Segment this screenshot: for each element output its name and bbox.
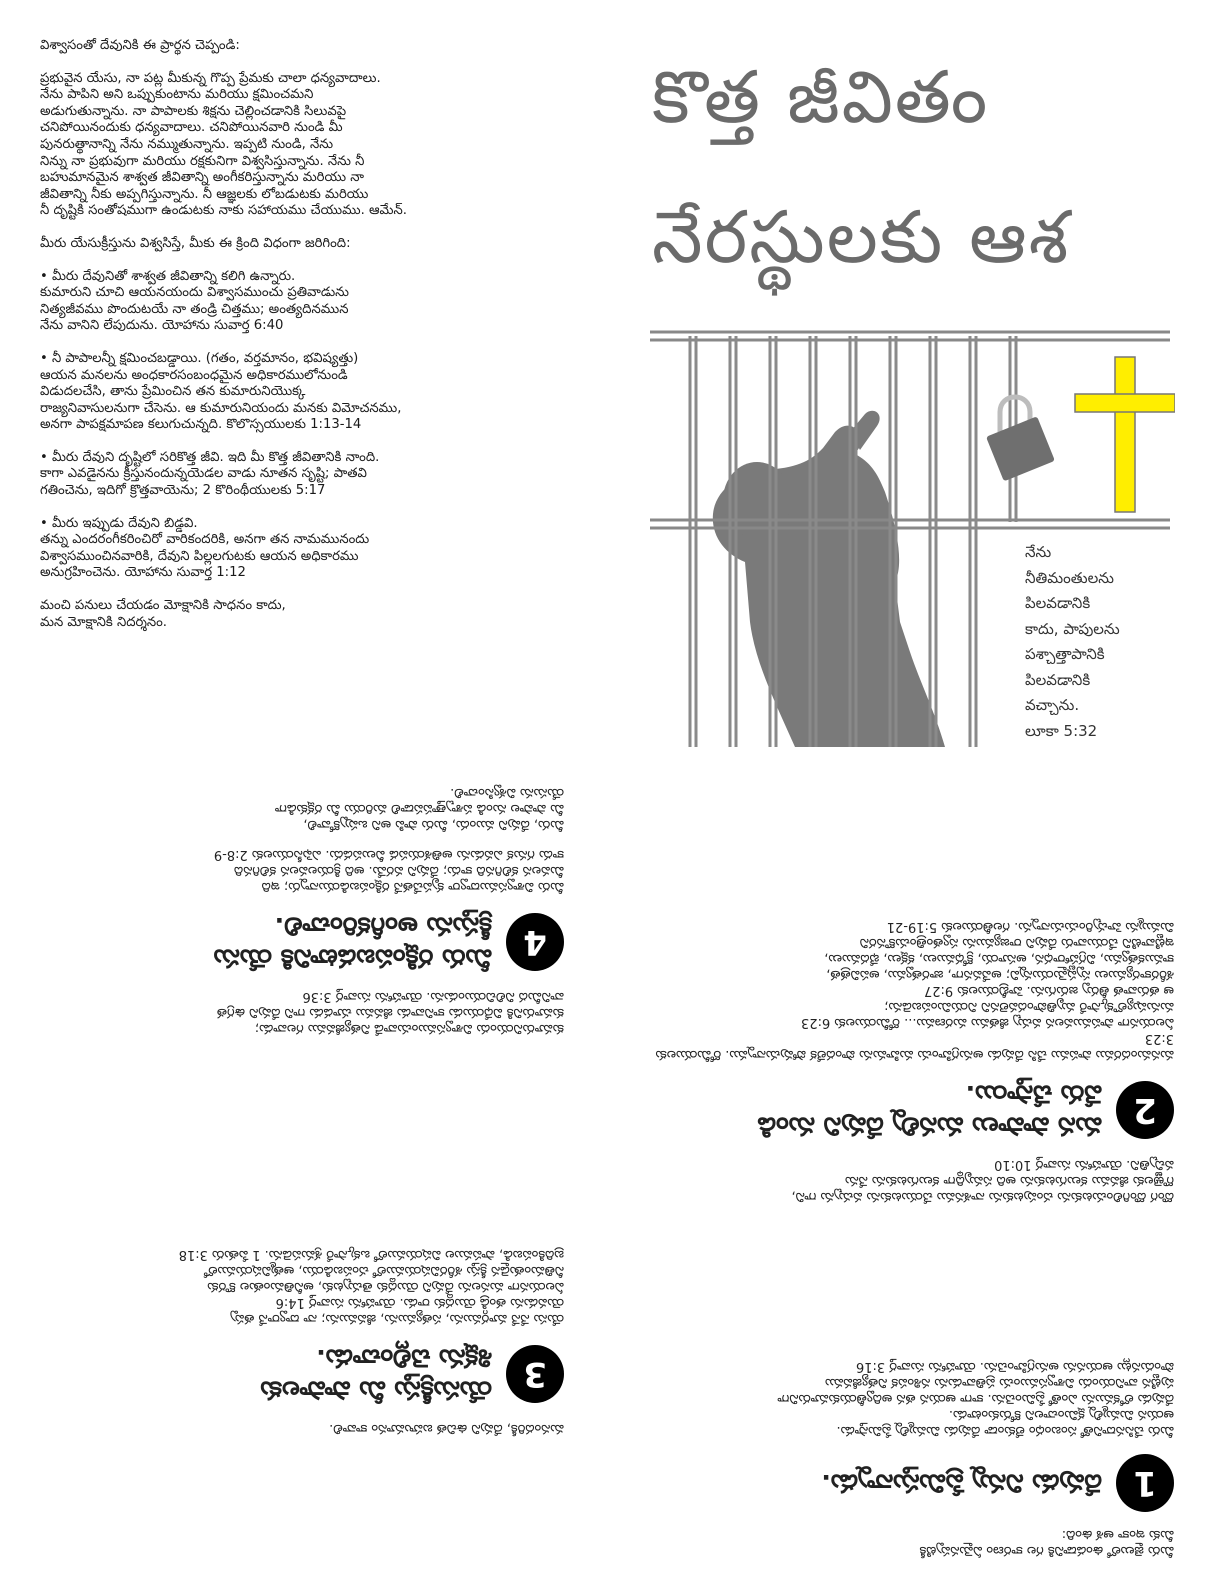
point-new-creation: • మీరు దేవుని దృష్టిలో సరికొత్త జీవి. ఇది మీ కొత్త జీవితానికి నాంది. కాగా ఎవడైనను క్రీస్తునందున్నయెడల వాడు నూతన సృష్టి; పాతవి గతించెను, ఇదిగో క్రొత్తవాయెను; 2 కొరింథీయులకు 5:17 xyxy=(40,449,380,499)
section-accept-christ xyxy=(44,770,564,1036)
section-2-body: మనమందరము పాపము చేసి దేవుడు అనుగ్రహించు మహిమను పొందలేక పోవుచున్నాము. రోమీయులకు 3:23 ఏలయనగా పాపమువలన వచ్చు జీతము మరణము... రోమీయులకు 6:23 మనుష్యులొక్కసారే మృతిపొందవలెనని నియమింపబడెను; ఆ తరువాత తీర్పు జరుగును. హెబ్రీయులకు 9:27 శరీరకార్యములు స్పష్టమైయున్నవి; అవేవనగా, జారత్వము, అపవిత్రత, కాముకత్వము, విగ్రహారాధన, అసూయ, క్రోధములు, కక్షలు, భేదములు, ఇట్టివాటిని చేయువారు దేవుని రాజ్యమును స్వతంత్రించుకొనరని మిమ్మును హెచ్చరించుచున్నాను. గలతీయులకు 5:19-21 xyxy=(655,919,1174,1062)
prayer-text: ప్రభువైన యేసు, నా పట్ల మీకున్న గొప్ప ప్రేమకు చాలా ధన్యవాదాలు. నేను పాపిని అని ఒప్పుకుంటాను మరియు క్షమించమని అడుగుతున్నాను. నా పాపాలకు శిక్షను చెల్లించడానికి సిలువపై చనిపోయినందుకు ధన్యవాదాలు. చనిపోయినవారి నుండి మీ పునరుత్థానాన్ని నేను నమ్ముతున్నాను. ఇప్పటి నుండి, నేను నిన్ను నా ప్రభువుగా మరియు రక్షకునిగా విశ్వసిస్తున్నాను. నేను నీ బహుమానమైన శాశ్వత జీవితాన్ని అంగీకరిస్తున్నాను మరియు నా జీవితాన్ని నీకు అప్పగిస్తున్నాను. నీ ఆజ్ఞలకు లోబడుటకు మరియు నీ దృష్టికి సంతోషముగా ఉండుటకు నాకు సహాయము చేయుము. ఆమేన్. xyxy=(40,70,407,219)
cover-title-line2: నేరస్థులకు ఆశ xyxy=(652,195,1071,279)
section-2-body2: దొంగ దొంగిలించుటకును చంపుటకును నాశనము చేయుటకును వచ్చును గాని, గొఱ్ఱెలకు జీవము కలుగుటకును అది సమృద్ధిగా కలుగుటకును నేను వచ్చితిని. యోహాను సువార్త 10:10 xyxy=(791,1157,1174,1204)
section-jesus-paid xyxy=(44,1232,564,1436)
section-3-intro: మనందరికీ, దేవుని ఉచిత బహుమానం కావాలి. xyxy=(329,1421,564,1436)
section-1-intro: మీరు జైలులో ఉండడానికి గల కారణం ఏమైనప్పటికీ మీకు ఇంకా ఆశ ఉంది: xyxy=(919,1527,1174,1558)
section-god-loves-you xyxy=(654,1344,1174,1558)
section-1-title: దేవుడు నిన్ను ప్రేమిస్తున్నాడు. xyxy=(821,1469,1102,1498)
section-2-number-badge: 2 xyxy=(1116,1081,1174,1139)
point-forgiven: • నీ పాపాలన్నీ క్షమించబడ్డాయి. (గతం, వర్తమానం, భవిష్యత్తు) ఆయన మనలను అంధకారసంబంధమైన అధికారములోనుండి విడుదలచేసి, తాను ప్రేమించిన తన కుమారునియొక్క రాజ్యనివాసులనుగా చేసెను. ఆ కుమారునియందు మనకు విమోచనము, అనగా పాపక్షమాపణ కలుగుచున్నది. కొలొస్సయులకు 1:13-14 xyxy=(40,350,402,433)
section-3-number-badge: 3 xyxy=(506,1345,564,1403)
section-1-number-badge: 1 xyxy=(1116,1454,1174,1512)
section-2-title: మన పాపాలు మనల్ని దేవుని నుండి వేరు చేస్తాయి. xyxy=(757,1080,1102,1141)
section-sin-separates xyxy=(654,904,1174,1204)
point-child-of-god: • మీరు ఇప్పుడు దేవుని బిడ్డవి. తన్ను ఎందరంగీకరించిరో వారికందరికి, అనగా తన నామమునందు విశ్వాసముంచినవారికి, దేవుని పిల్లలగుటకు ఆయన అధికారము అనుగ్రహించెను. యోహాను సువార్త 1:12 xyxy=(40,515,370,581)
prayer-intro: విశ్వాసంతో దేవునికి ఈ ప్రార్థన చెప్పండి: xyxy=(40,38,240,53)
section-4-closing: మీరు, దేవుని ముందు, మీరు పాపి అని ఒప్పుకోవాలి, మీ పాపాల నుండి పశ్చాత్తాపపడాలి మరియు మీ రక్షకుడిగా యేసును విశ్వసించాలి. xyxy=(274,785,564,832)
prisoner-silhouette-icon xyxy=(713,411,945,747)
section-4-number-badge: 4 xyxy=(506,913,564,971)
cover-title-line1: కొత్త జీవితం xyxy=(652,55,990,139)
bottom-sheet-rotated xyxy=(0,785,1224,1584)
cross-icon xyxy=(1075,357,1175,512)
section-4-body: కుమారునియందు విశ్వాసముంచువాడే నిత్యజీవము గలవాడు; కుమారునికి విధేయుడు కానివాడు జీవము చూడడు గాని దేవుని ఉగ్రత వానిమీద నిలిచియుండును. యోహాను సువార్త 3:36 xyxy=(216,989,564,1036)
section-3-body: యేసు నేనే మార్గమును, సత్యమును, జీవమును; నా ద్వారానే తప్ప యెవడును తండ్రి యొద్దకు రాడు. యోహాను సువార్త 14:6 ఏలయనగా మనలను దేవుని యొద్దకు తెచ్చుటకు, అనీతిమంతుల కొరకు నీతిమంతుడైన క్రీస్తు శరీరవిషయములో చంపబడియు, ఆత్మవిషయములో బ్రదికింపబడి, పాపముల విషయములో ఒక్కసారే శ్రమపడెను. 1 పేతురు 3:18 xyxy=(178,1247,564,1326)
padlock-icon xyxy=(986,397,1055,481)
believe-intro: మీరు యేసుక్రీస్తును విశ్వసిస్తే, మీకు ఈ క్రింది విధంగా జరిగింది: xyxy=(40,235,351,251)
section-1-body: మీరు చేసినదానితో సంబంధం లేకుండా దేవుడు మిమ్మల్ని ప్రేమిస్తాడు. ఆయన మిమ్మల్ని క్షమించాలని కోరుకుంటాడు. దేవుడు లోకమును ఎంతో ప్రేమించెను. కాగా ఆయన తన అద్వితీయకుమారునిగా పుట్టిన వానియందు విశ్వాసముంచు ప్రతివాడును నశింపక నిత్యజీవము పొందునట్లు ఆయనను అనుగ్రహించెను. యోహాను సువార్త 3:16 xyxy=(777,1359,1174,1438)
section-3-title: యేసుక్రీస్తు మీ పాపాలకు శిక్షను చెల్లించాడు. xyxy=(260,1344,492,1405)
prayer-closing: మంచి పనులు చేయడం మోక్షానికి సాధనం కాదు, మన మోక్షానికి నిదర్శనం. xyxy=(40,598,286,630)
section-4-title: మీరు రక్షింపబడటానికి యేసు క్రీస్తును అంగీకరించాలి. xyxy=(213,912,492,973)
section-4-body2: మీరు విశ్వాసముద్వారా కృపచేతనే రక్షింపబడియున్నారు; ఇది మీవలన కలిగినది కాదు; దేవుని వరమే. అది క్రియలవలన కలిగినది కాదు గనుక ఎవడును అతిశయపడ వీలుపడదు. ఎఫెసీయులకు 2:8-9 xyxy=(213,847,564,894)
point-eternal-life: • మీరు దేవునితో శాశ్వత జీవితాన్ని కలిగి ఉన్నారు. కుమారుని చూచి ఆయనయందు విశ్వాసముంచు ప్రతివాడును నిత్యజీవము పొందుటయే నా తండ్రి చిత్తము; అంత్యదినమున నేను వానిని లేపుదును. యోహాను సువార్త 6:40 xyxy=(40,268,349,334)
prayer-panel xyxy=(40,38,600,738)
cover-panel xyxy=(640,50,1185,760)
luke-verse: నేను నీతిమంతులను పిలవడానికి కాదు, పాపులను పశ్చాత్తాపానికి పిలవడానికి వచ్చాను. లూకా 5:32 xyxy=(1025,543,1120,740)
